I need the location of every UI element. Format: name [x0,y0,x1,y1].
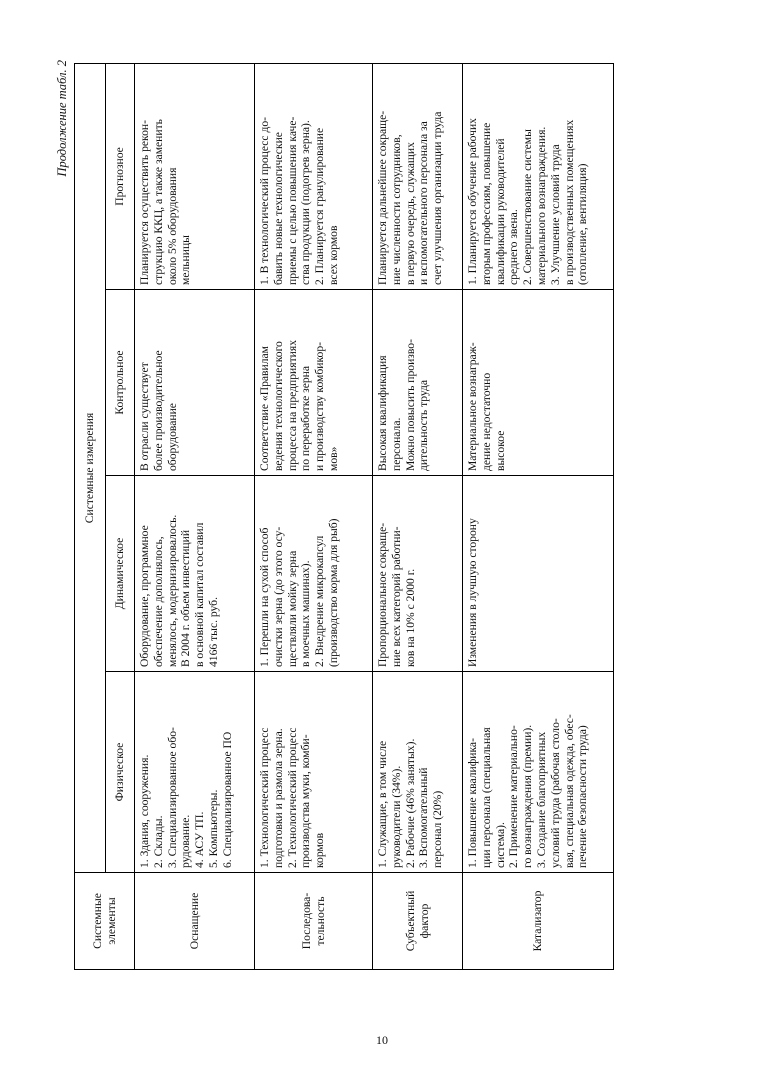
cell-line: 6. Специализированное ПО [220,731,234,868]
physical-cell [135,672,255,873]
cell-line: мельницы [179,235,193,285]
cell-line: в первую очередь, служащих [403,142,417,285]
cell-line: 2. Рабочие (46% занятых). [403,738,417,868]
cell-line: Пропорциональное сокраще- [376,522,389,667]
cell-line: 2. Совершенствование системы [521,129,535,285]
column-header-dynamic: Динамическое [106,476,135,672]
cell-line: Планируется дальнейшее сокраще- [376,110,389,285]
cell-line: ков на 10% с 2000 г. [403,568,417,667]
table-row [463,63,614,969]
cell-line: вторым профессиям, повышение [479,122,493,285]
cell-line: рудование. [179,814,193,868]
cell-line: ние всех категорий работни- [389,526,403,667]
cell-line: персонал (20%) [431,790,445,868]
forecast-cell [463,63,614,289]
cell-line: 3. Улучшение условий труда [548,144,562,285]
cell-line: фактор [417,903,431,939]
cell-line: Оснащение [187,892,201,950]
cell-line: условий труда (рабочая столо- [548,718,562,868]
cell-line: 1. Перешли на сухой способ [258,527,271,667]
cell-line: процесса на предприятиях [285,340,299,471]
cell-line: В 2004 г. объем инвестиций [179,529,193,667]
table-row [255,63,373,969]
cell-line: в производственных помещениях [562,119,576,285]
cell-line: по переработке зерна [299,365,313,471]
cell-line: 2. Внедрение микрокапсул [313,535,327,667]
corner-header-line: Системные [90,893,104,949]
cell-line: ведения технологического [271,341,285,471]
corner-header-line: элементы [104,897,118,945]
cell-line: счет улучшения организации труда [431,111,445,285]
cell-line: квалификации руководителей [493,138,507,285]
cell-line: Последова- [299,892,313,950]
cell-line: 2. Применение материально- [507,725,521,868]
cell-line: 1. Повышение квалифика- [466,738,479,868]
cell-line: 3. Вспомогательный [417,767,431,868]
physical-cell [373,672,463,873]
table-caption: Продолжение табл. 2 [55,60,69,177]
cell-line: (отопление, вентиляция) [576,163,590,285]
system-measurements-table [74,63,614,970]
column-header-control: Контрольное [106,290,135,476]
column-header-physical: Физическое [106,672,135,873]
control-cell [255,290,373,476]
rotated-page-content [55,60,710,970]
cell-line: приемы с целью повышения каче- [285,116,299,285]
cell-line: 1. Служащие, в том числе [376,740,389,868]
cell-line: среднего звена. [507,209,521,285]
cell-line: 2. Технологический процесс [285,727,299,868]
cell-line: очистки зерна (до этого осу- [271,526,285,667]
cell-line: Субъектный [403,890,417,952]
cell-line: Изменения в лучшую сторону [466,518,479,667]
system-element-cell [135,873,255,970]
cell-line: 1. Планируется обучение рабочих [466,118,479,285]
cell-line: го вознаграждения (премии). [521,724,535,868]
cell-line: около 5% оборудования [165,167,179,285]
cell-line: руководители (34%). [389,765,403,868]
cell-line: 1. Здания, сооружения. [138,754,151,868]
group-header: Системные измерения [75,63,106,872]
cell-line: подготовки и размола зерна. [271,728,285,868]
cell-line: струкцию ККЦ, а также заменить [151,119,165,285]
system-element-cell [463,873,614,970]
forecast-cell [373,63,463,289]
cell-line: 3. Создание благоприятных [534,731,548,868]
cell-line: 2. Склады. [151,815,165,868]
control-cell [373,290,463,476]
cell-line: ства продукции (подогрев зерна). [299,120,313,285]
cell-line: мов» [326,446,340,471]
cell-line: 1. Технологический процесс [258,727,271,868]
page-number: 10 [376,1033,388,1047]
dynamic-cell [255,476,373,672]
cell-line: печение безопасности труда) [576,725,590,868]
cell-line: кормов [313,832,327,868]
cell-line: менялось, модернизировалось. [165,514,179,667]
cell-line: дительность труда [417,379,431,471]
cell-line: В отрасли существует [138,362,151,471]
dynamic-cell [463,476,614,672]
cell-line: дение недостаточно [479,372,493,471]
cell-line: тельность [313,896,327,946]
cell-line: Оборудование, программное [138,525,151,667]
cell-line: Соответствие «Правилам [258,346,271,471]
cell-line: 4. АСУ ТП. [193,811,207,868]
dynamic-cell [135,476,255,672]
cell-line: бавить новые технологические [271,132,285,285]
cell-line: Высокая квалификация [376,355,389,471]
control-cell [463,290,614,476]
cell-line: всех кормов [326,225,340,285]
cell-line: производства муки, комби- [299,734,313,868]
cell-line: (производство корма для рыб) [326,518,340,667]
cell-line: и вспомогательного персонала за [417,121,431,285]
cell-line: в основной капитал составил [193,522,207,667]
cell-line: 1. В технологический процесс до- [258,116,271,285]
table-row [373,63,463,969]
physical-cell [255,672,373,873]
control-cell [135,290,255,476]
cell-line: Можно повысить произво- [403,339,417,471]
cell-line: ществляли мойку зерна [285,550,299,667]
table-body [135,63,614,969]
cell-line: Материальное вознаграж- [466,342,479,471]
cell-line: и производству комбикор- [313,342,327,471]
physical-cell [463,672,614,873]
cell-line: вая, специальная одежда, обес- [562,714,576,868]
cell-line: 4166 тыс. руб. [206,597,220,667]
cell-line: система). [493,822,507,868]
cell-line: ции персонала (специальная [479,727,493,868]
cell-line: в моечных машинах). [299,560,313,667]
forecast-cell [255,63,373,289]
cell-line: ние численности сотрудников, [389,134,403,285]
cell-line: 2. Планируется гранулирование [313,127,327,285]
cell-line: Катализатор [531,890,545,952]
cell-line: обеспечение дополнялось, [151,536,165,667]
cell-line: Планируется осуществить рекон- [138,120,151,285]
cell-line: более производительное [151,350,165,471]
forecast-cell [135,63,255,289]
cell-line: персонала. [389,417,403,471]
cell-line: материального вознаграждения. [534,126,548,285]
cell-line: оборудование [165,403,179,471]
dynamic-cell [373,476,463,672]
cell-line: высокое [493,430,507,471]
table-row [135,63,255,969]
cell-line: 5. Компьютеры. [206,789,220,868]
system-element-cell [255,873,373,970]
corner-header [75,873,135,970]
system-element-cell [373,873,463,970]
cell-line: 3. Специализированное обо- [165,727,179,868]
column-header-forecast: Прогнозное [106,63,135,289]
